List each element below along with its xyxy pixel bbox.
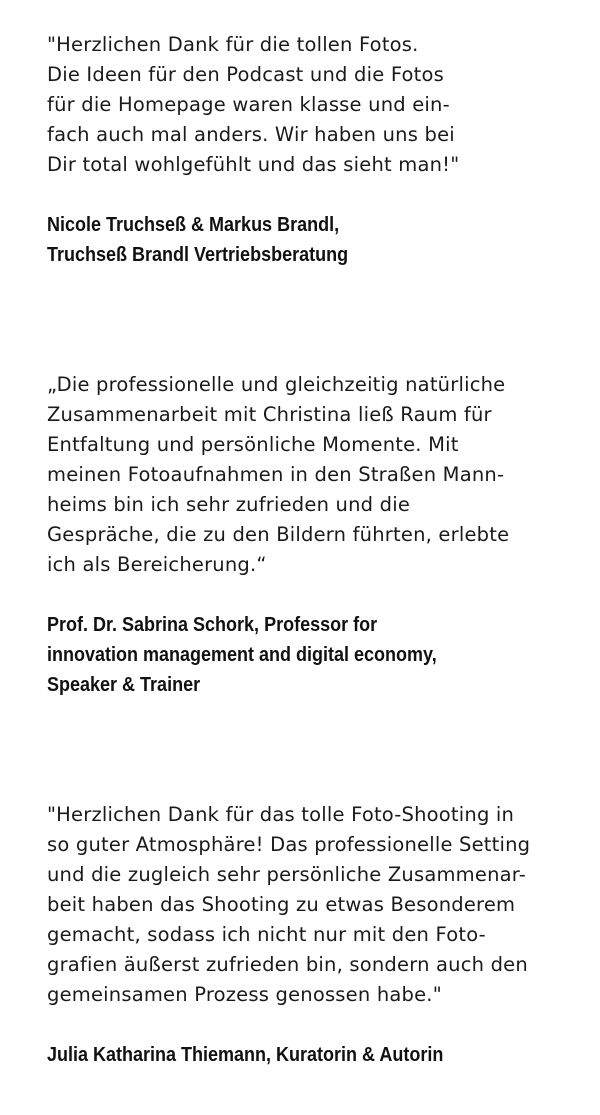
- author-line: innovation management and digital economy,: [47, 644, 437, 666]
- quote-line: Die Ideen für den Podcast und die Fotos: [47, 63, 445, 86]
- quote-line: fach auch mal anders. Wir haben uns bei: [47, 123, 455, 146]
- quote-line: „Die professionelle und gleichzeitig natürliche: [47, 373, 506, 396]
- quote-line: heims bin ich sehr zufrieden und die: [47, 493, 411, 516]
- testimonial-3: [47, 800, 587, 1070]
- quote-line: für die Homepage waren klasse und ein-: [47, 93, 450, 116]
- testimonial-quote: [47, 30, 587, 180]
- testimonial-author: [47, 1040, 587, 1070]
- author-line: Prof. Dr. Sabrina Schork, Professor for: [47, 614, 378, 636]
- quote-line: ich als Bereicherung.“: [47, 553, 267, 576]
- quote-line: Entfaltung und persönliche Momente. Mit: [47, 433, 459, 456]
- quote-line: und die zugleich sehr persönliche Zusammenar-: [47, 863, 526, 886]
- testimonial-author: [47, 610, 587, 700]
- quote-line: grafien äußerst zufrieden bin, sondern auch den: [47, 953, 528, 976]
- testimonial-quote: [47, 370, 587, 580]
- testimonial-author: [47, 210, 587, 270]
- quote-line: gemacht, sodass ich nicht nur mit den Foto-: [47, 923, 486, 946]
- quote-line: meinen Fotoaufnahmen in den Straßen Mann-: [47, 463, 505, 486]
- author-line: Truchseß Brandl Vertriebsberatung: [47, 244, 349, 266]
- quote-line: "Herzlichen Dank für das tolle Foto-Shooting in: [47, 803, 515, 826]
- quote-line: so guter Atmosphäre! Das professionelle Setting: [47, 833, 531, 856]
- testimonial-1: [47, 30, 587, 270]
- quote-line: "Herzlichen Dank für die tollen Fotos.: [47, 33, 419, 56]
- author-line: Speaker & Trainer: [47, 674, 201, 696]
- quote-line: Gespräche, die zu den Bildern führten, erlebte: [47, 523, 510, 546]
- testimonials-list: [47, 30, 587, 1070]
- testimonial-2: [47, 370, 587, 700]
- testimonial-quote: [47, 800, 587, 1010]
- quote-line: gemeinsamen Prozess genossen habe.": [47, 983, 442, 1006]
- quote-line: Zusammenarbeit mit Christina ließ Raum für: [47, 403, 492, 426]
- quote-line: beit haben das Shooting zu etwas Besonderem: [47, 893, 516, 916]
- author-line: Nicole Truchseß & Markus Brandl,: [47, 214, 340, 236]
- author-line: Julia Katharina Thiemann, Kuratorin & Autorin: [47, 1044, 444, 1066]
- quote-line: Dir total wohlgefühlt und das sieht man!": [47, 153, 460, 176]
